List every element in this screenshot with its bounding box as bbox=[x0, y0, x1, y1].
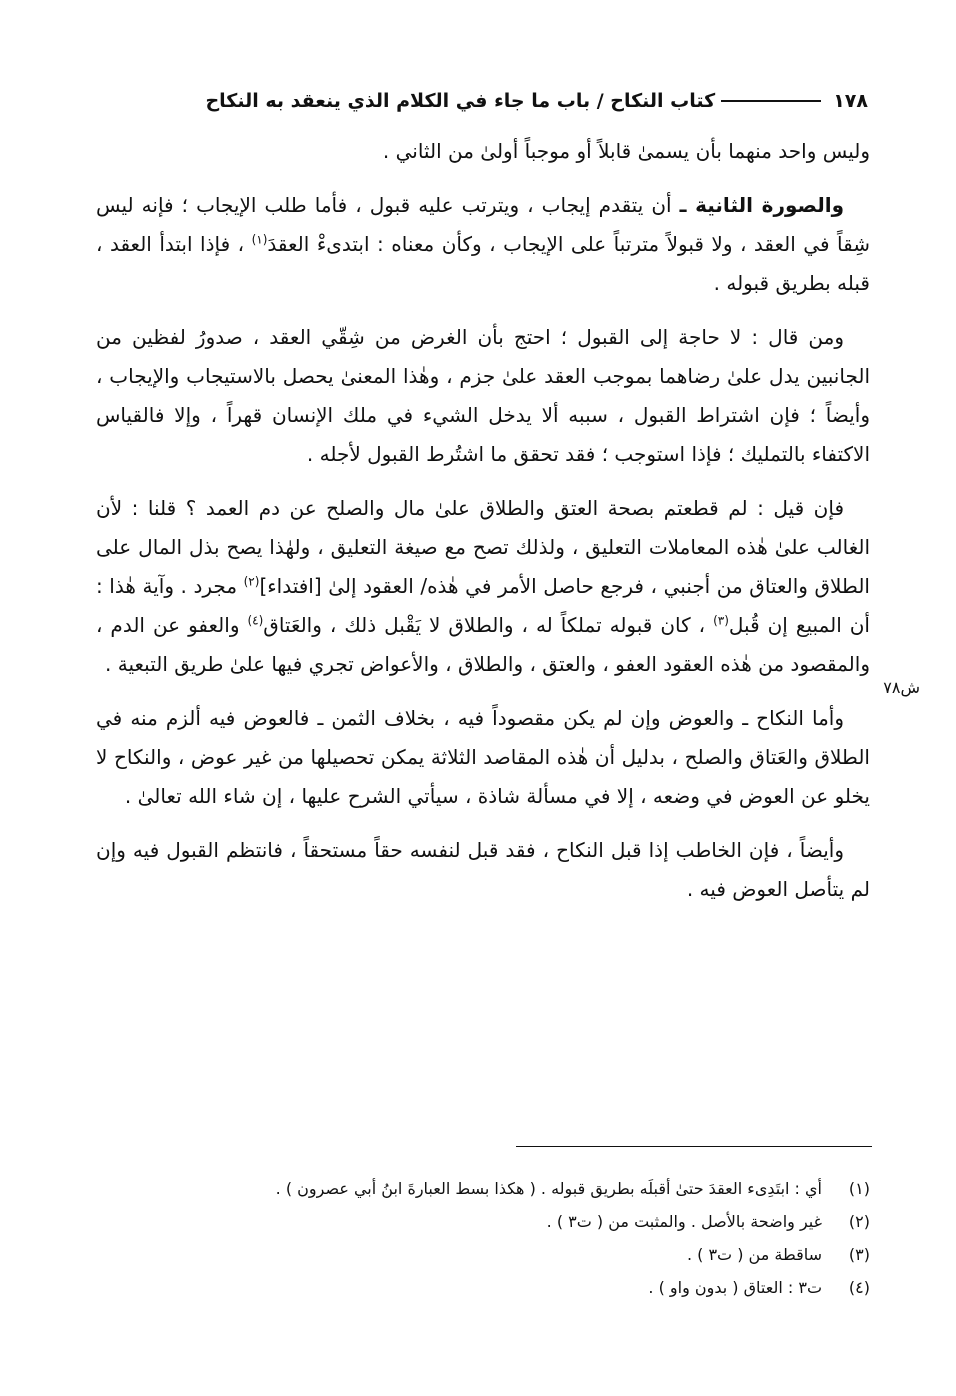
footnote-item bbox=[96, 1205, 870, 1238]
margin-note: ش٧٨ bbox=[883, 678, 920, 697]
footnote-item bbox=[96, 1238, 870, 1271]
footnote-ref-4[interactable]: (٤) bbox=[247, 613, 264, 628]
header-rule bbox=[721, 100, 821, 102]
paragraph-2: ومن قال : لا حاجة إلى القبول ؛ احتج بأن الغرض من شِقّي العقد ، صدورُ لفظين من الجانبين يدل علىٰ رضاهما بموجب العقد علىٰ جزم ، وهٰذا المعنىٰ يحصل بالاستيجاب والإيجاب ، وأيضاً ؛ فإن اشتراط القبول ، سببه ألا يدخل الشيء في ملك الإنسان قهراً ، وإلا فالقياس الاكتفاء بالتمليك ؛ فإذا استوجب ؛ فقد تحقق ما اشتُرط القبول لأجله . bbox=[96, 325, 870, 466]
paragraph-0: وليس واحد منهما بأن يسمىٰ قابلاً أو موجباً أولىٰ من الثاني . bbox=[382, 139, 870, 163]
footnote-ref-1[interactable]: (١) bbox=[251, 232, 268, 247]
footnotes bbox=[96, 1172, 870, 1304]
main-text bbox=[96, 132, 870, 924]
footnote-ref-2[interactable]: (٢) bbox=[243, 574, 260, 589]
header-title: كتاب النكاح / باب ما جاء في الكلام الذي ينعقد به النكاح bbox=[205, 90, 716, 112]
footnote-number: (٤) bbox=[848, 1278, 870, 1297]
footnote-number: (٢) bbox=[848, 1212, 870, 1231]
running-header bbox=[96, 84, 868, 118]
footnote-item bbox=[96, 1271, 870, 1304]
footnote-item bbox=[96, 1172, 870, 1205]
footnote-number: (٣) bbox=[848, 1245, 870, 1264]
footnote-text: ساقطة من ( ت٣ ) . bbox=[686, 1245, 822, 1264]
footnote-number: (١) bbox=[848, 1179, 870, 1198]
footnote-text: أي : ابتَدِىء العقدَ حتىٰ أقبلَه بطريق قبوله . ( هكذا بسط العبارةَ ابنُ أبي عصرون ) . bbox=[275, 1179, 822, 1198]
paragraph-3: فإن قيل : لم قطعتم بصحة العتق والطلاق علىٰ مال والصلح عن دم العمد ؟ قلنا : لأن الغالب علىٰ هٰذه المعاملات التعليق ، ولذلك تصح مع صيغة التعليق ، ولهٰذا يصح بذل المال على الطلاق والعتاق من أجنبي ، فرجع حاصل الأمر في هٰذه/ العقود إلىٰ [افتداء]$^{(٢)}$ مجرد . وآية هٰذا : أن المبيع إن قُبل$^{(٣)}$ ، كان قبوله تملكاً له ، والطلاق لا يَقْبل ذلك ، والعَتاق$^{(٤)}$ والعفو عن الدم ، والمقصود من هٰذه العقود العفو ، والعتق ، والطلاق ، والأعواض تجري فيها علىٰ طريق التبعية . bbox=[96, 496, 870, 676]
paragraph-5: وأيضاً ، فإن الخاطب إذا قبل النكاح ، فقد قبل لنفسه حقاً مستحقاً ، فانتظم القبول فيه وإن لم يتأصل العوض فيه . bbox=[96, 838, 870, 901]
paragraph-4: وأما النكاح ـ والعوض وإن لم يكن مقصوداً فيه ، بخلاف الثمن ـ فالعوض فيه ألزم منه في الطلاق والعَتاق والصلح ، بدليل أن هٰذه المقاصد الثلاثة يمكن تحصيلها من غير عوض ، والنكاح لا يخلو عن العوض في وضعه ، إلا في مسألة شاذة ، سيأتي الشرح عليها ، إن شاء الله تعالىٰ . bbox=[96, 706, 870, 808]
footnote-separator bbox=[516, 1146, 872, 1147]
footnote-text: غير واضحة بالأصل . والمثبت من ( ت٣ ) . bbox=[546, 1212, 822, 1231]
paragraph-1: والصورة الثانية ـ أن يتقدم إيجاب ، ويترتب عليه قبول ، فأما طلب الإيجاب ؛ فإنه ليس شِقاً في العقد ، ولا قبولاً مترتباً على الإيجاب ، وكأن معناه : ابتدىءْ العقدَ$^{(١)}$ ، فإذا ابتدأ العقد ، قبله بطريق قبوله . bbox=[96, 193, 870, 295]
footnote-ref-3[interactable]: (٣) bbox=[713, 613, 729, 628]
footnote-text: ت٣ : العتاق ( بدون واو ) . bbox=[648, 1278, 822, 1297]
section-heading: والصورة الثانية ـ bbox=[679, 193, 844, 217]
page-number: ١٧٨ bbox=[833, 90, 868, 112]
